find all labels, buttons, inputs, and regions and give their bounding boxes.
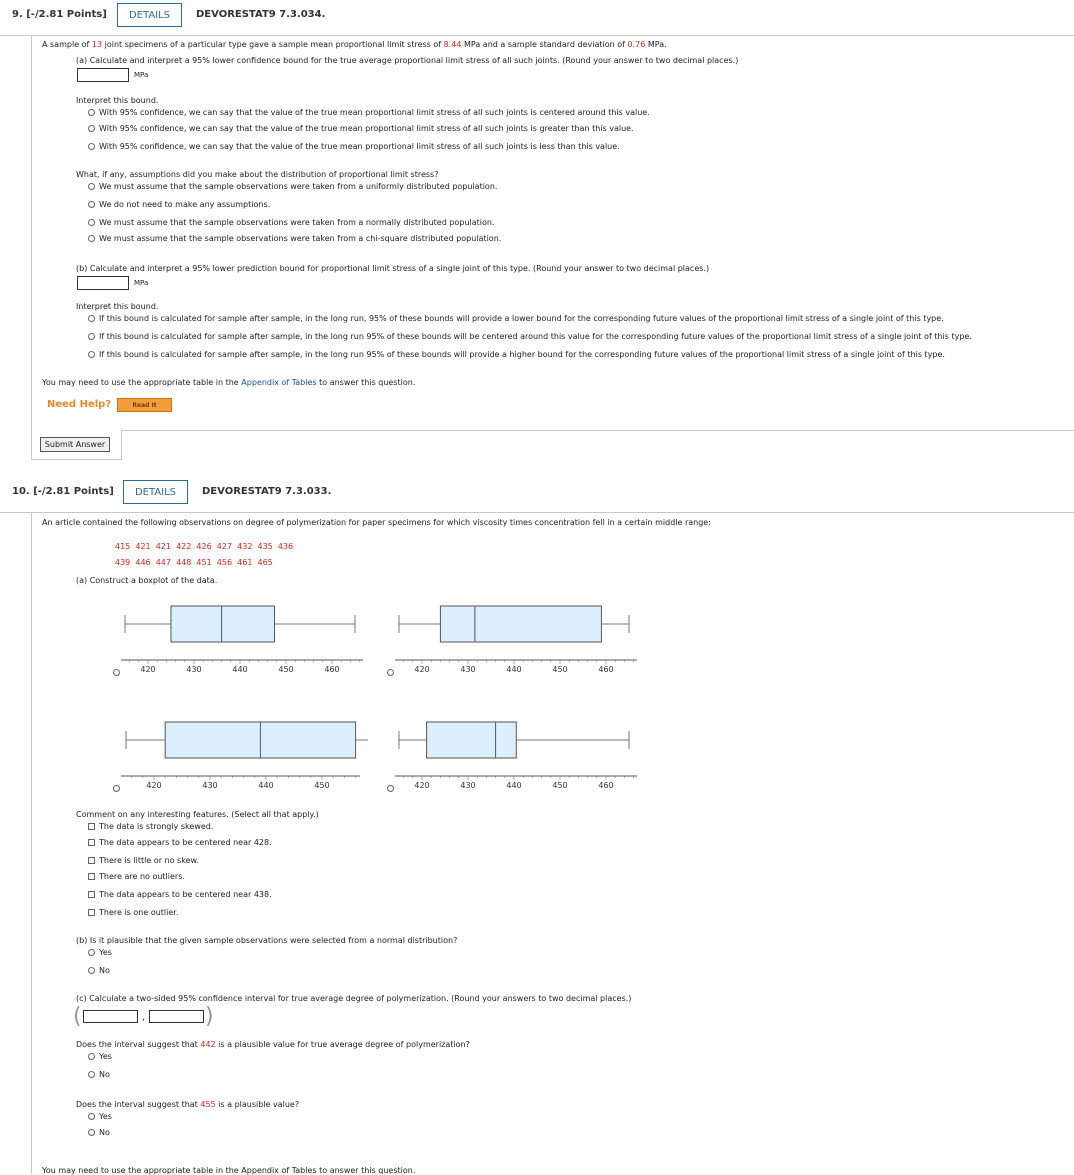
appendix-link[interactable]: Appendix of Tables <box>241 378 317 387</box>
q10-data-row-2: 439 446 447 448 451 456 461 465 <box>115 558 273 567</box>
box <box>440 606 601 642</box>
tick-label: 430 <box>460 665 476 674</box>
q9-part-b-unit: MPa <box>134 279 149 287</box>
tick-label: 460 <box>598 665 614 674</box>
checkbox-icon <box>88 823 95 830</box>
q10-check-option-2[interactable]: The data appears to be centered near 428. <box>88 838 272 847</box>
box <box>171 606 275 642</box>
q9-assumption-option-3[interactable]: We must assume that the sample observations were taken from a normally distributed population. <box>88 218 494 227</box>
q10-comment-prompt: Comment on any interesting features. (Select all that apply.) <box>76 810 319 819</box>
radio-icon <box>88 315 95 322</box>
open-paren: ( <box>73 1004 82 1029</box>
radio-icon <box>88 183 95 190</box>
checkbox-icon <box>88 891 95 898</box>
q9-a-option-1[interactable]: With 95% confidence, we can say that the value of the true mean proportional limit stress of all such joints is centered around this value. <box>88 108 650 117</box>
boxplot-option-3 <box>118 712 368 796</box>
tick-label: 440 <box>506 781 522 790</box>
q10-check-option-5[interactable]: The data appears to be centered near 438. <box>88 890 272 899</box>
tick-label: 440 <box>232 665 248 674</box>
tick-label: 460 <box>598 781 614 790</box>
q10-check-option-4[interactable]: There are no outliers. <box>88 872 185 881</box>
q9-part-a: (a) Calculate and interpret a 95% lower confidence bound for the true average proportional limit stress of all such joints. (Round your answer to two decimal places.) <box>76 56 739 65</box>
ci-comma: , <box>142 1013 145 1023</box>
q9-assumption-option-4[interactable]: We must assume that the sample observations were taken from a chi-square distributed population. <box>88 234 501 243</box>
q10-q455: Does the interval suggest that 455 is a plausible value? <box>76 1100 300 1109</box>
q10-code: DEVORESTAT9 7.3.033. <box>202 486 332 497</box>
radio-icon <box>88 1129 95 1136</box>
q10-header: 10. [-/2.81 Points] <box>12 486 114 497</box>
radio-icon <box>88 125 95 132</box>
q9-interpret-a: Interpret this bound. <box>76 96 159 105</box>
q10-details-button[interactable]: DETAILS <box>123 480 188 504</box>
radio-icon <box>88 333 95 340</box>
q10-check-option-6[interactable]: There is one outlier. <box>88 908 178 917</box>
radio-icon <box>88 949 95 956</box>
q10-intro: An article contained the following observations on degree of polymerization for paper specimens for which viscosity times concentration fell in a certain middle range: <box>42 518 711 527</box>
q10-ci-upper-input[interactable] <box>149 1010 204 1023</box>
q9-b-option-2[interactable]: If this bound is calculated for sample after sample, in the long run 95% of these bounds will be centered around this value for the corresponding future values of the proportional limit stress of a single joint of this type. <box>88 332 972 341</box>
q10-check-option-1[interactable]: The data is strongly skewed. <box>88 822 213 831</box>
tick-label: 420 <box>414 665 430 674</box>
tick-label: 420 <box>140 665 156 674</box>
radio-icon <box>88 109 95 116</box>
tick-label: 430 <box>460 781 476 790</box>
radio-icon <box>88 235 95 242</box>
tick-label: 450 <box>552 781 568 790</box>
radio-icon <box>88 201 95 208</box>
q9-table-note: You may need to use the appropriate table in the Appendix of Tables to answer this question. <box>42 378 416 387</box>
tick-label: 450 <box>552 665 568 674</box>
submit-answer-button[interactable]: Submit Answer <box>40 437 110 452</box>
q9-code: DEVORESTAT9 7.3.034. <box>196 9 326 20</box>
tick-label: 420 <box>414 781 430 790</box>
checkbox-icon <box>88 873 95 880</box>
tick-label: 460 <box>324 665 340 674</box>
q9-b-option-3[interactable]: If this bound is calculated for sample after sample, in the long run 95% of these bounds will provide a higher bound for the corresponding future values of the proportional limit stress of a single joint of this type. <box>88 350 945 359</box>
q10-left-border <box>31 512 32 1174</box>
q9-b-option-1[interactable]: If this bound is calculated for sample after sample, in the long run, 95% of these bounds will provide a lower bound for the corresponding future values of the proportional limit stress of a single joint of this type. <box>88 314 944 323</box>
tick-label: 430 <box>202 781 218 790</box>
boxplot-option-4 <box>392 712 642 796</box>
tick-label: 450 <box>314 781 330 790</box>
q10-divider <box>0 512 1074 513</box>
q10-data-row-1: 415 421 421 422 426 427 432 435 436 <box>115 542 294 551</box>
q9-part-a-unit: MPa <box>134 71 149 79</box>
close-paren: ) <box>205 1004 214 1029</box>
q9-a-option-3[interactable]: With 95% confidence, we can say that the value of the true mean proportional limit stress of all such joints is less than this value. <box>88 142 620 151</box>
q9-intro: A sample of 13 joint specimens of a particular type gave a sample mean proportional limit stress of 8.44 MPa and a sample standard deviation of 0.76 MPa. <box>42 40 667 49</box>
q10-442-no[interactable]: No <box>88 1070 110 1079</box>
q10-442-yes[interactable]: Yes <box>88 1052 112 1061</box>
tick-label: 430 <box>186 665 202 674</box>
checkbox-icon <box>88 909 95 916</box>
tick-label: 450 <box>278 665 294 674</box>
q9-left-border <box>31 35 32 460</box>
radio-icon <box>88 219 95 226</box>
q9-part-b-answer-input[interactable] <box>77 276 129 290</box>
q9-part-a-answer-input[interactable] <box>77 68 129 82</box>
q10-455-yes[interactable]: Yes <box>88 1112 112 1121</box>
need-help-label: Need Help? <box>47 399 112 410</box>
tick-label: 420 <box>146 781 162 790</box>
q9-divider <box>0 35 1074 36</box>
q10-q442: Does the interval suggest that 442 is a plausible value for true average degree of polymerization? <box>76 1040 470 1049</box>
tick-label: 440 <box>258 781 274 790</box>
q10-table-note-cut: You may need to use the appropriate table in the Appendix of Tables to answer this question. <box>42 1166 416 1175</box>
q9-bottom-corner <box>121 430 122 460</box>
q9-assumption-option-1[interactable]: We must assume that the sample observations were taken from a uniformly distributed population. <box>88 182 497 191</box>
radio-icon <box>88 967 95 974</box>
q10-part-a: (a) Construct a boxplot of the data. <box>76 576 218 585</box>
q10-b-yes[interactable]: Yes <box>88 948 112 957</box>
radio-icon <box>88 1071 95 1078</box>
q9-details-button[interactable]: DETAILS <box>117 3 182 27</box>
q9-bottom-border <box>31 459 121 460</box>
q9-part-b: (b) Calculate and interpret a 95% lower prediction bound for proportional limit stress of a single joint of this type. (Round your answer to two decimal places.) <box>76 264 710 273</box>
tick-label: 440 <box>506 665 522 674</box>
radio-icon <box>88 1053 95 1060</box>
q9-interpret-b: Interpret this bound. <box>76 302 159 311</box>
boxplot-option-1 <box>118 596 368 680</box>
q9-assumption-question: What, if any, assumptions did you make about the distribution of proportional limit stress? <box>76 170 439 179</box>
q10-b-no[interactable]: No <box>88 966 110 975</box>
radio-icon <box>88 1113 95 1120</box>
checkbox-icon <box>88 839 95 846</box>
q9-assumption-option-2[interactable]: We do not need to make any assumptions. <box>88 200 270 209</box>
q10-part-b: (b) Is it plausible that the given sample observations were selected from a normal distribution? <box>76 936 458 945</box>
q10-455-no[interactable]: No <box>88 1128 110 1137</box>
boxplot-option-2 <box>392 596 642 680</box>
checkbox-icon <box>88 857 95 864</box>
q10-part-c: (c) Calculate a two-sided 95% confidence interval for true average degree of polymerization. (Round your answers to two decimal places.) <box>76 994 632 1003</box>
read-it-button[interactable]: Read It <box>117 398 172 412</box>
q9-bottom-line <box>121 430 1074 431</box>
radio-icon <box>88 143 95 150</box>
box <box>427 722 517 758</box>
q9-header: 9. [-/2.81 Points] <box>12 9 107 20</box>
q10-ci-lower-input[interactable] <box>83 1010 138 1023</box>
radio-icon <box>88 351 95 358</box>
q10-check-option-3[interactable]: There is little or no skew. <box>88 856 199 865</box>
q9-a-option-2[interactable]: With 95% confidence, we can say that the value of the true mean proportional limit stress of all such joints is greater than this value. <box>88 124 634 133</box>
